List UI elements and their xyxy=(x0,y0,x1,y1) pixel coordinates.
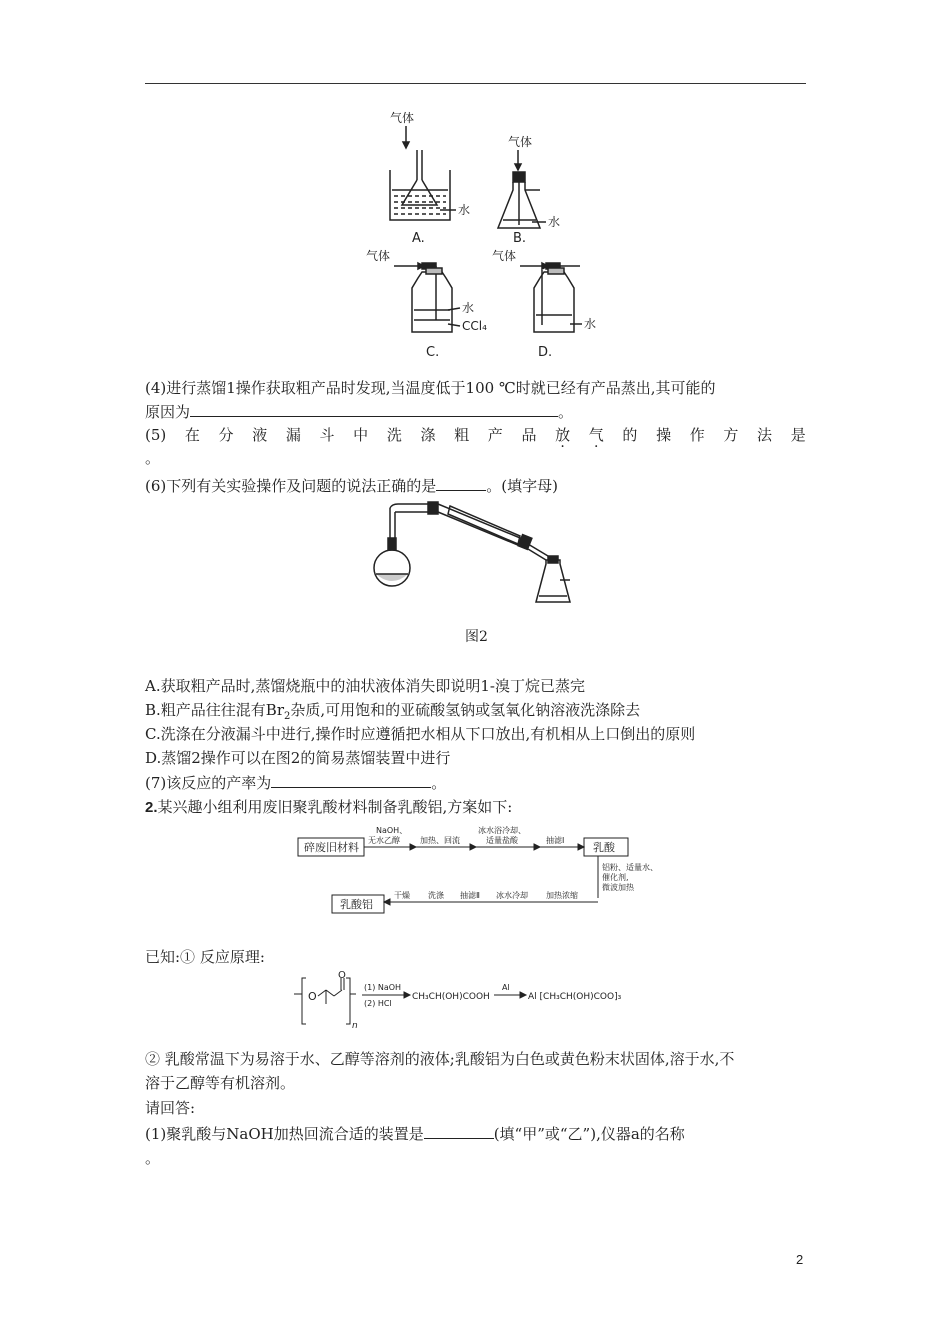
info2-line1: ② 乳酸常温下为易溶于水、乙醇等溶剂的液体;乳酸铝为白色或黄色粉末状固体,溶于水,不 xyxy=(145,1050,735,1068)
label-gas-b: 气体 xyxy=(508,135,533,149)
figure-gas-absorption xyxy=(360,110,620,360)
q7-answer-blank[interactable] xyxy=(271,771,431,788)
answer-q1-line2: 。 xyxy=(145,1149,161,1167)
flow-r4: 洗涤 xyxy=(428,891,444,900)
apparatus-b xyxy=(498,134,560,246)
flow-s3-top: 冰水浴冷却、 xyxy=(478,826,526,835)
q5-char: 漏 xyxy=(285,426,301,444)
option-b-suffix: 杂质,可用饱和的亚硫酸氢钠或氢氧化钠溶液洗涤除去 xyxy=(290,701,641,719)
option-b-subscript: 2 xyxy=(284,711,291,722)
q7-line xyxy=(145,771,446,794)
q5-char: 洗 xyxy=(386,426,402,444)
poly-n: n xyxy=(352,1021,358,1030)
known-title: 已知:① 反应原理: xyxy=(145,948,265,966)
flow-mid: 乳酸 xyxy=(593,841,615,854)
q5-char: 是 xyxy=(790,426,806,444)
flow-end: 乳酸铝 xyxy=(340,898,373,911)
apparatus-c xyxy=(366,248,487,360)
q5-char: 方 xyxy=(723,426,739,444)
q5-char: 产 xyxy=(487,426,503,444)
q5-char: 操 xyxy=(656,426,672,444)
flow-s3-bottom: 适量盐酸 xyxy=(486,836,518,845)
q5-char: 斗 xyxy=(319,426,335,444)
reaction-equation xyxy=(290,970,650,1030)
cond-top: (1) NaOH xyxy=(364,983,402,992)
q5-char: 气 · xyxy=(589,424,604,446)
info2-line2: 溶于乙醇等有机溶剂。 xyxy=(145,1074,296,1092)
apparatus-a xyxy=(390,110,470,246)
label-water-c: 水 xyxy=(462,301,475,315)
option-b-prefix: B.粗产品往往混有Br xyxy=(145,701,284,719)
label-a: A. xyxy=(412,231,425,246)
q6-suffix: 。(填字母) xyxy=(486,477,558,495)
flow-down2: 催化剂, xyxy=(602,873,629,882)
option-d: D.蒸馏2操作可以在图2的简易蒸馏装置中进行 xyxy=(145,749,451,767)
q7-suffix: 。 xyxy=(431,774,447,792)
q5-char: 的 xyxy=(622,426,638,444)
flow-r2: 冰水冷却 xyxy=(496,891,528,900)
q5-char: 品 xyxy=(521,426,537,444)
q5-char: 法 xyxy=(757,426,773,444)
q5-char: 在 xyxy=(184,426,200,444)
flowchart xyxy=(290,822,660,922)
q5-char: (5) xyxy=(145,426,167,444)
label-gas-d: 气体 xyxy=(492,249,517,263)
q5-line1 xyxy=(145,424,806,446)
flow-down1: 铝粉、适量水、 xyxy=(602,863,658,872)
q5-char: 放 · xyxy=(555,424,570,446)
flow-r3: 抽滤Ⅱ xyxy=(460,891,480,900)
page-number: 2 xyxy=(796,1252,804,1267)
answer-q1-suffix: (填“甲”或“乙”),仪器a的名称 xyxy=(493,1125,685,1143)
svg-text:O: O xyxy=(338,970,346,981)
q5-char: 液 xyxy=(252,426,268,444)
q2-line xyxy=(145,796,512,819)
q4-line1: (4)进行蒸馏1操作获取粗产品时发现,当温度低于100 ℃时就已经有产品蒸出,其可能的 xyxy=(145,379,716,397)
label-c: C. xyxy=(426,345,440,360)
q5-char: 中 xyxy=(353,426,369,444)
option-a: A.获取粗产品时,蒸馏烧瓶中的油状液体消失即说明1-溴丁烷已蒸完 xyxy=(145,677,585,695)
q5-line2: 。 xyxy=(145,449,161,467)
product2: Al [CH₃CH(OH)COO]₃ xyxy=(528,992,622,1002)
label-b: B. xyxy=(513,231,527,246)
q2-number: 2. xyxy=(145,799,158,816)
al-condition: Al xyxy=(502,983,510,992)
apparatus-d xyxy=(492,248,596,360)
q5-char: 涤 xyxy=(420,426,436,444)
flow-r1: 加热浓缩 xyxy=(546,891,578,900)
q6-answer-blank[interactable] xyxy=(436,474,486,491)
flow-s1-bottom: 无水乙醇 xyxy=(368,836,400,845)
q5-char: 粗 xyxy=(454,426,470,444)
header-rule xyxy=(145,83,806,84)
answer-title: 请回答: xyxy=(145,1099,196,1117)
answer-q1-blank[interactable] xyxy=(424,1122,494,1139)
flow-start: 碎废旧材料 xyxy=(304,841,359,854)
label-ccl4: CCl₄ xyxy=(462,319,487,333)
label-water-b: 水 xyxy=(548,215,561,229)
label-water-d: 水 xyxy=(584,317,597,331)
answer-q1-prefix: (1)聚乳酸与NaOH加热回流合适的装置是 xyxy=(145,1125,424,1143)
product1: CH₃CH(OH)COOH xyxy=(412,992,490,1002)
label-gas-c: 气体 xyxy=(366,249,391,263)
q5-char: 分 xyxy=(218,426,234,444)
q4-answer-blank[interactable] xyxy=(190,400,558,417)
poly-oxygen: O xyxy=(308,990,317,1003)
figure2-caption: 图2 xyxy=(465,629,488,645)
label-water-a: 水 xyxy=(458,203,471,217)
q4-line2 xyxy=(145,400,573,423)
label-gas-a: 气体 xyxy=(390,111,415,125)
flow-r5: 干燥 xyxy=(394,891,410,900)
label-d: D. xyxy=(538,345,553,360)
flow-down3: 微波加热 xyxy=(602,883,634,892)
flow-s1-top: NaOH、 xyxy=(376,826,408,835)
q2-text: 某兴趣小组利用废旧聚乳酸材料制备乳酸铝,方案如下: xyxy=(157,798,513,816)
q4-prefix: 原因为 xyxy=(145,403,191,421)
q5-char: 作 xyxy=(689,426,705,444)
figure-distillation xyxy=(370,500,580,612)
q4-suffix: 。 xyxy=(558,403,574,421)
flow-s2: 加热、回流 xyxy=(420,836,460,845)
q6-line xyxy=(145,474,558,497)
cond-bottom: (2) HCl xyxy=(364,999,392,1008)
flow-s4: 抽滤Ⅰ xyxy=(546,836,565,845)
q7-prefix: (7)该反应的产率为 xyxy=(145,774,272,792)
q6-prefix: (6)下列有关实验操作及问题的说法正确的是 xyxy=(145,477,437,495)
answer-q1-line1 xyxy=(145,1122,685,1145)
option-c: C.洗涤在分液漏斗中进行,操作时应遵循把水相从下口放出,有机相从上口倒出的原则 xyxy=(145,725,696,743)
